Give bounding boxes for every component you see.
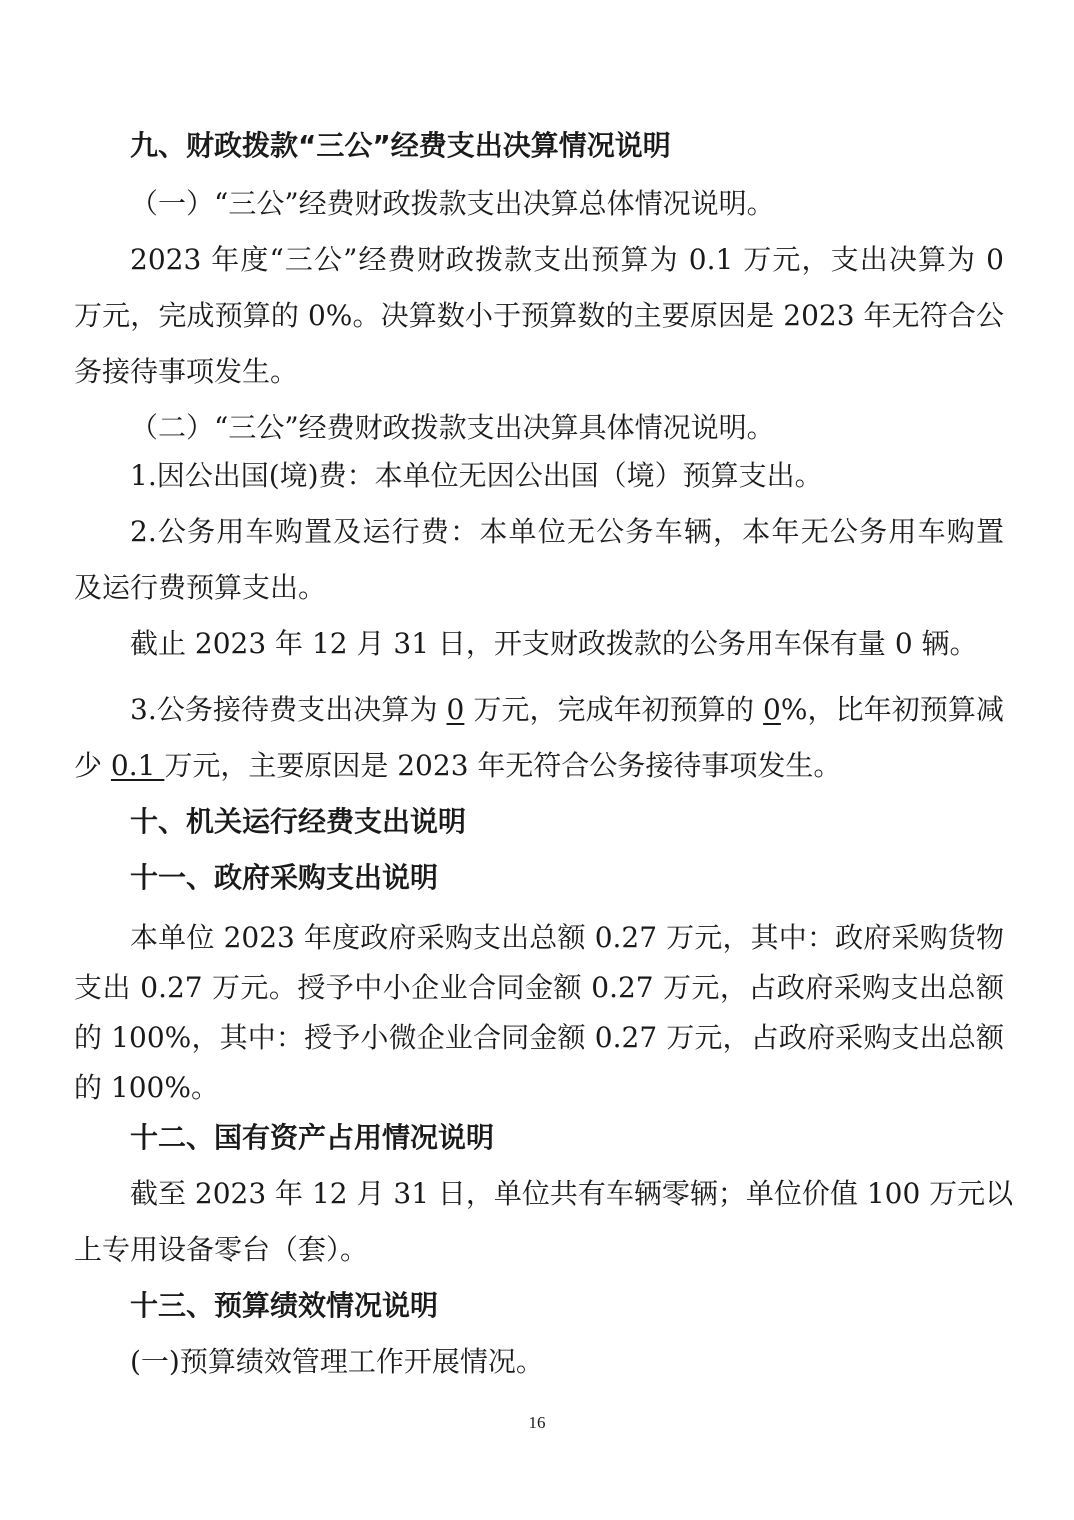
section-11-paragraph-line-1: 本单位 2023 年度政府采购支出总额 0.27 万元，其中：政府采购货物 (130, 921, 1004, 954)
underlined-percent: 0 (763, 693, 781, 726)
section-13-subtitle-1: (一)预算绩效管理工作开展情况。 (130, 1345, 544, 1378)
section-10-heading: 十、机关运行经费支出说明 (130, 805, 467, 838)
section-12-heading: 十二、国有资产占用情况说明 (130, 1121, 495, 1154)
section-11-paragraph-line-3: 的 100%，其中：授予小微企业合同金额 0.27 万元，占政府采购支出总额 (74, 1021, 1004, 1054)
section-11-heading: 十一、政府采购支出说明 (130, 861, 439, 894)
item-2-vehicle-line-1: 2.公务用车购置及运行费：本单位无公务车辆，本年无公务用车购置 (130, 515, 1004, 548)
underlined-reduction: 0.1 (110, 749, 165, 782)
section-12-paragraph-line-1: 截至 2023 年 12 月 31 日，单位共有车辆零辆；单位价值 100 万元以 (130, 1177, 1014, 1210)
section-13-heading: 十三、预算绩效情况说明 (130, 1289, 439, 1322)
section-12-paragraph-line-2: 上专用设备零台（套）。 (74, 1233, 369, 1266)
section-11-paragraph-line-4: 的 100%。 (74, 1071, 219, 1104)
section-9-paragraph-line-3: 务接待事项发生。 (74, 355, 299, 388)
item-3-reception-line-1: 3.公务接待费支出决算为 0 万元，完成年初预算的 0%，比年初预算减 (130, 693, 1005, 726)
section-11-paragraph-line-2: 支出 0.27 万元。授予中小企业合同金额 0.27 万元，占政府采购支出总额 (74, 971, 1004, 1004)
section-9-paragraph-line-2: 万元，完成预算的 0%。决算数小于预算数的主要原因是 2023 年无符合公 (74, 299, 1004, 332)
section-9-paragraph-line-1: 2023 年度“三公”经费财政拨款支出预算为 0.1 万元，支出决算为 0 (130, 243, 1004, 276)
item-1-overseas-travel: 1.因公出国(境)费：本单位无因公出国（境）预算支出。 (130, 459, 823, 492)
section-9-heading: 九、财政拨款“三公”经费支出决算情况说明 (130, 129, 671, 162)
item-3-reception-line-2: 少 0.1 万元，主要原因是 2023 年无符合公务接待事项发生。 (74, 749, 842, 782)
section-9-subtitle-2: （二）“三公”经费财政拨款支出决算具体情况说明。 (130, 411, 775, 444)
section-9-subtitle-1: （一）“三公”经费财政拨款支出决算总体情况说明。 (130, 187, 775, 220)
page-number: 16 (528, 1413, 546, 1432)
item-2-vehicle-line-2: 及运行费预算支出。 (74, 571, 327, 604)
item-2-vehicle-note: 截止 2023 年 12 月 31 日，开支财政拨款的公务用车保有量 0 辆。 (130, 627, 978, 660)
underlined-amount: 0 (446, 693, 465, 726)
